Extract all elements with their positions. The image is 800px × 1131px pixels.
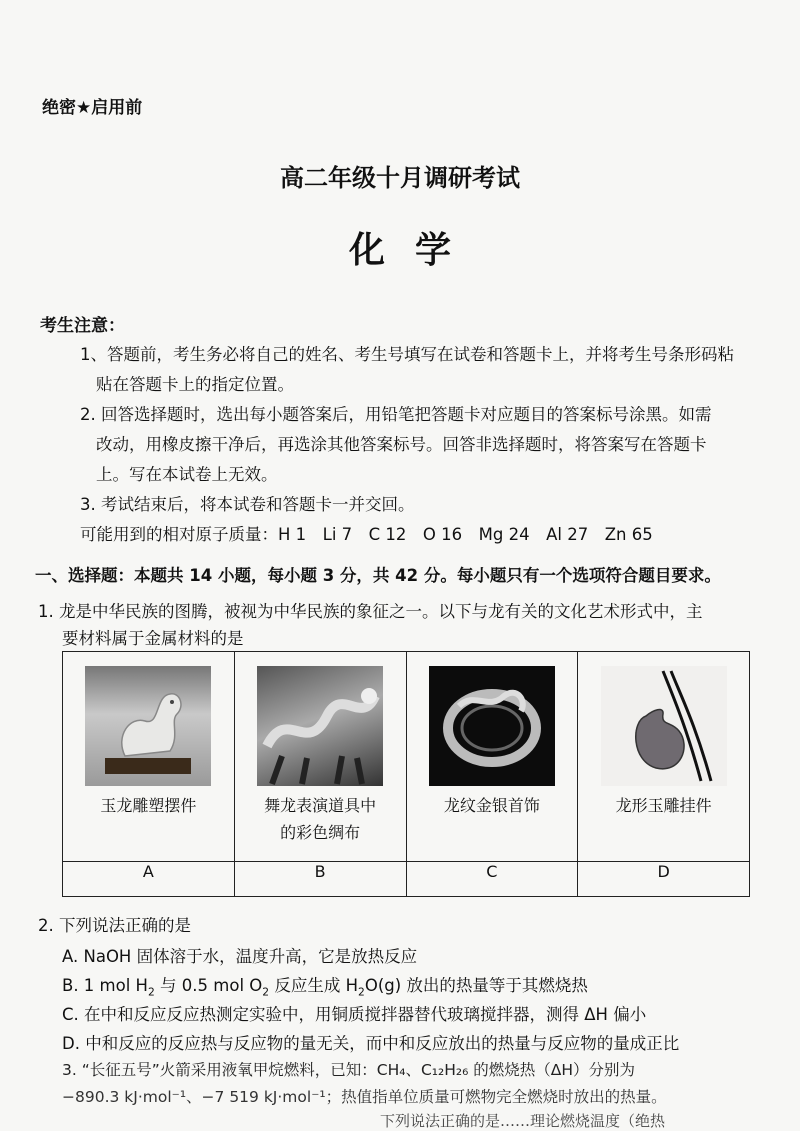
notice-line-1: 1、答题前，考生务必将自己的姓名、考生号填写在试卷和答题卡上，并将考生号条形码粘 <box>80 345 734 364</box>
q2-option-c: C. 在中和反应反应热测定实验中，用铜质搅拌器替代玻璃搅拌器，测得 ΔH 偏小 <box>62 1005 647 1024</box>
option-a-label: 玉龙雕塑摆件 <box>100 796 197 815</box>
option-cell-a <box>63 652 235 862</box>
q2-stem: 2. 下列说法正确的是 <box>38 916 191 935</box>
option-letter-c: C <box>406 862 578 897</box>
q3-line-2: −890.3 kJ·mol⁻¹、−7 519 kJ·mol⁻¹；热值指单位质量可燃物完全燃烧时放出的热量。 <box>62 1088 667 1106</box>
q3-line-1: 3. “长征五号”火箭采用液氧甲烷燃料，已知：CH₄、C₁₂H₂₆ 的燃烧热（ΔH）分别为 <box>62 1061 635 1079</box>
notice-line-6: 3. 考试结束后，将本试卷和答题卡一并交回。 <box>80 495 415 514</box>
q2-option-a: A. NaOH 固体溶于水，温度升高，它是放热反应 <box>62 947 418 966</box>
option-letter-b: B <box>234 862 406 897</box>
option-cell-c <box>406 652 578 862</box>
dragon-dance-silk-icon <box>257 666 383 786</box>
option-b-label-line1: 舞龙表演道具中 <box>264 796 377 815</box>
notice-line-2: 贴在答题卡上的指定位置。 <box>96 375 294 394</box>
confidential-label: 绝密★启用前 <box>42 98 143 118</box>
q1-stem-line-1: 1. 龙是中华民族的图腾，被视为中华民族的象征之一。以下与龙有关的文化艺术形式中，主 <box>38 602 703 621</box>
option-cell-b <box>234 652 406 862</box>
section-heading: 一、选择题：本题共 14 小题，每小题 3 分，共 42 分。每小题只有一个选项符合题目要求。 <box>35 566 721 585</box>
option-d-label: 龙形玉雕挂件 <box>615 796 712 815</box>
notice-title: 考生注意： <box>40 316 125 336</box>
option-c-label: 龙纹金银首饰 <box>443 796 540 815</box>
q3-line-3: 下列说法正确的是……理论燃烧温度（绝热 <box>380 1112 666 1130</box>
atomic-mass-line: 可能用到的相对原子质量：H 1 Li 7 C 12 O 16 Mg 24 Al 27 Zn 65 <box>80 525 653 544</box>
jade-dragon-sculpture-icon <box>85 666 211 786</box>
notice-line-4: 改动，用橡皮擦干净后，再选涂其他答案标号。回答非选择题时，将答案写在答题卡 <box>96 435 707 454</box>
exam-title: 高二年级十月调研考试 <box>280 163 520 192</box>
q1-options-table <box>62 651 750 897</box>
notice-line-5: 上。写在本试卷上无效。 <box>96 465 278 484</box>
notice-line-3: 2. 回答选择题时，选出每小题答案后，用铅笔把答题卡对应题目的答案标号涂黑。如需 <box>80 405 712 424</box>
option-letter-a: A <box>63 862 235 897</box>
option-b-label-line2: 的彩色绸布 <box>280 823 361 842</box>
q2-option-d: D. 中和反应的反应热与反应物的量无关，而中和反应放出的热量与反应物的量成正比 <box>62 1034 680 1053</box>
option-cell-d <box>578 652 750 862</box>
jade-dragon-pendant-icon <box>601 666 727 786</box>
q2-option-b: B. 1 mol $H_2$ 与 0.5 mol $O_2$ 反应生成 $H_2O(g)$ 放出的热量等于其燃烧热 <box>62 976 588 999</box>
dragon-ring-icon <box>429 666 555 786</box>
subject-title: 化学 <box>348 229 481 271</box>
q1-stem-line-2: 要材料属于金属材料的是 <box>62 629 244 648</box>
option-letter-d: D <box>578 862 750 897</box>
